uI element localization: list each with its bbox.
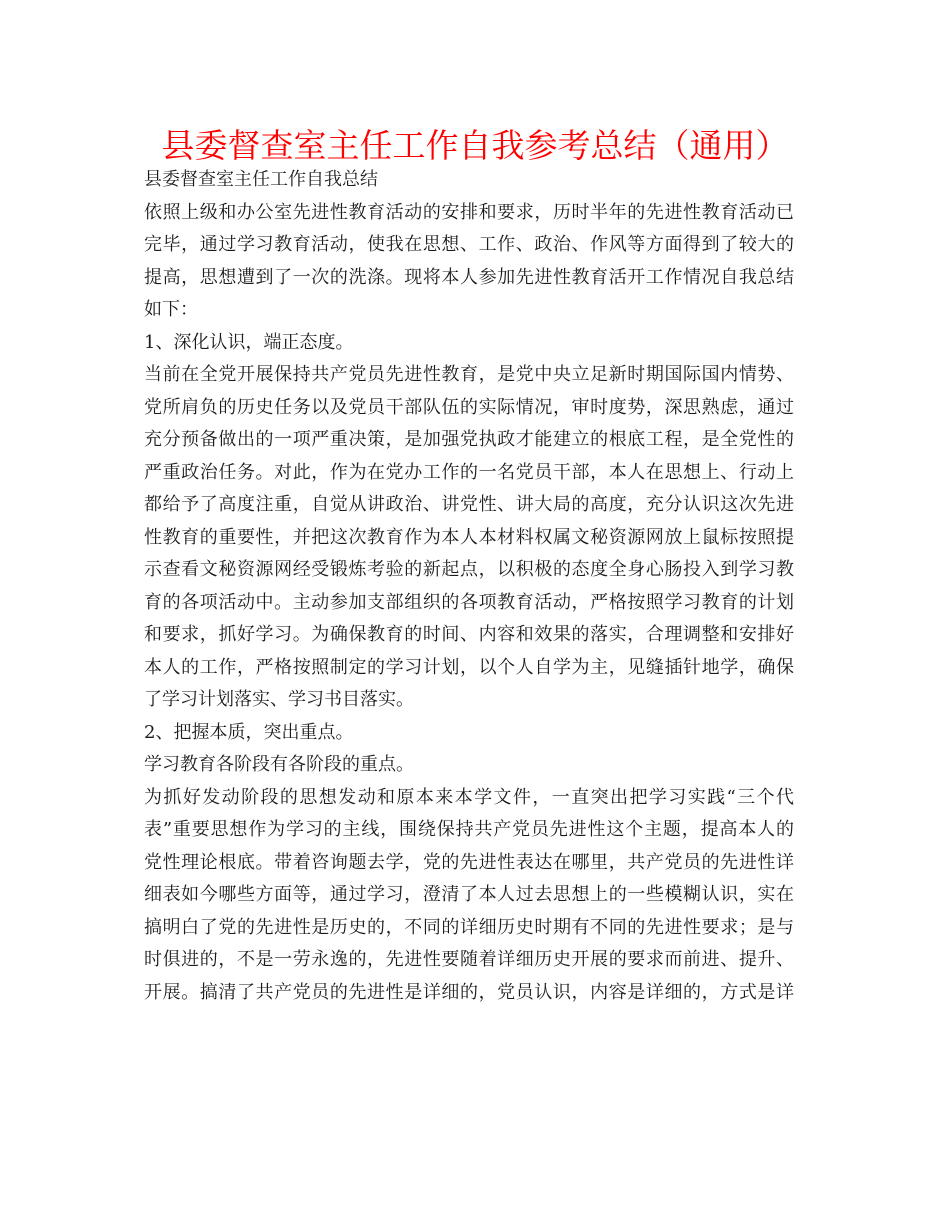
text-line: 依照上级和办公室先进性教育活动的安排和要求，历时半年的先进性教育活动已 xyxy=(144,201,794,223)
text-line: 如下： xyxy=(144,299,198,320)
text-line: 性教育的重要性，并把这次教育作为本人本材料权属文秘资源网放上鼠标按照提 xyxy=(144,526,794,548)
text-line: 细表如今哪些方面等，通过学习，澄清了本人过去思想上的一些模糊认识，实在 xyxy=(144,884,794,905)
text-line: 搞明白了党的先进性是历史的，不同的详细历史时期有不同的先进性要求；是与 xyxy=(144,916,794,938)
text-line: 2、把握本质，突出重点。 xyxy=(144,721,354,743)
text-line: 党性理论根底。带着咨询题去学，党的先进性表达在哪里，共产党员的先进性详 xyxy=(144,851,794,873)
text-line: 育的各项活动中。主动参加支部组织的各项教育活动，严格按照学习教育的计划 xyxy=(144,591,794,613)
text-line: 当前在全党开展保持共产党员先进性教育，是党中央立足新时期国际国内情势、 xyxy=(144,364,794,385)
text-line: 1、深化认识，端正态度。 xyxy=(144,331,354,353)
text-line: 严重政治任务。对此，作为在党办工作的一名党员干部，本人在思想上、行动上 xyxy=(144,461,794,483)
text-line: 表”重要思想作为学习的主线，围绕保持共产党员先进性这个主题，提高本人的 xyxy=(144,819,794,840)
text-line: 完毕，通过学习教育活动，使我在思想、工作、政治、作风等方面得到了较大的 xyxy=(144,234,794,255)
text-line: 和要求，抓好学习。为确保教育的时间、内容和效果的落实，合理调整和安排好 xyxy=(144,624,794,645)
text-line: 了学习计划落实、学习书目落实。 xyxy=(144,689,414,710)
text-line: 县委督查室主任工作自我总结 xyxy=(144,169,378,190)
text-line: 学习教育各阶段有各阶段的重点。 xyxy=(144,754,414,775)
text-line: 党所肩负的历史任务以及党员干部队伍的实际情况，审时度势，深思熟虑，通过 xyxy=(144,396,794,418)
text-line: 充分预备做出的一项严重决策，是加强党执政才能建立的根底工程，是全党性的 xyxy=(144,429,794,450)
text-line: 示查看文秘资源网经受锻炼考验的新起点，以积极的态度全身心肠投入到学习教 xyxy=(144,559,794,580)
text-line: 时俱进的，不是一劳永逸的，先进性要随着详细历史开展的要求而前进、提升、 xyxy=(144,949,794,970)
document-body xyxy=(144,164,794,1009)
text-line: 为抓好发动阶段的思想发动和原本来本学文件，一直突出把学习实践“三个代 xyxy=(144,786,794,808)
text-line: 提高，思想遭到了一次的洗涤。现将本人参加先进性教育活开工作情况自我总结 xyxy=(144,266,794,288)
text-line: 本人的工作，严格按照制定的学习计划，以个人自学为主，见缝插针地学，确保 xyxy=(144,656,794,678)
document-title: 县委督查室主任工作自我参考总结（通用） xyxy=(161,126,789,165)
text-line: 开展。搞清了共产党员的先进性是详细的，党员认识，内容是详细的，方式是详 xyxy=(144,981,794,1003)
text-line: 都给予了高度注重，自觉从讲政治、讲党性、讲大局的高度，充分认识这次先进 xyxy=(144,494,794,515)
